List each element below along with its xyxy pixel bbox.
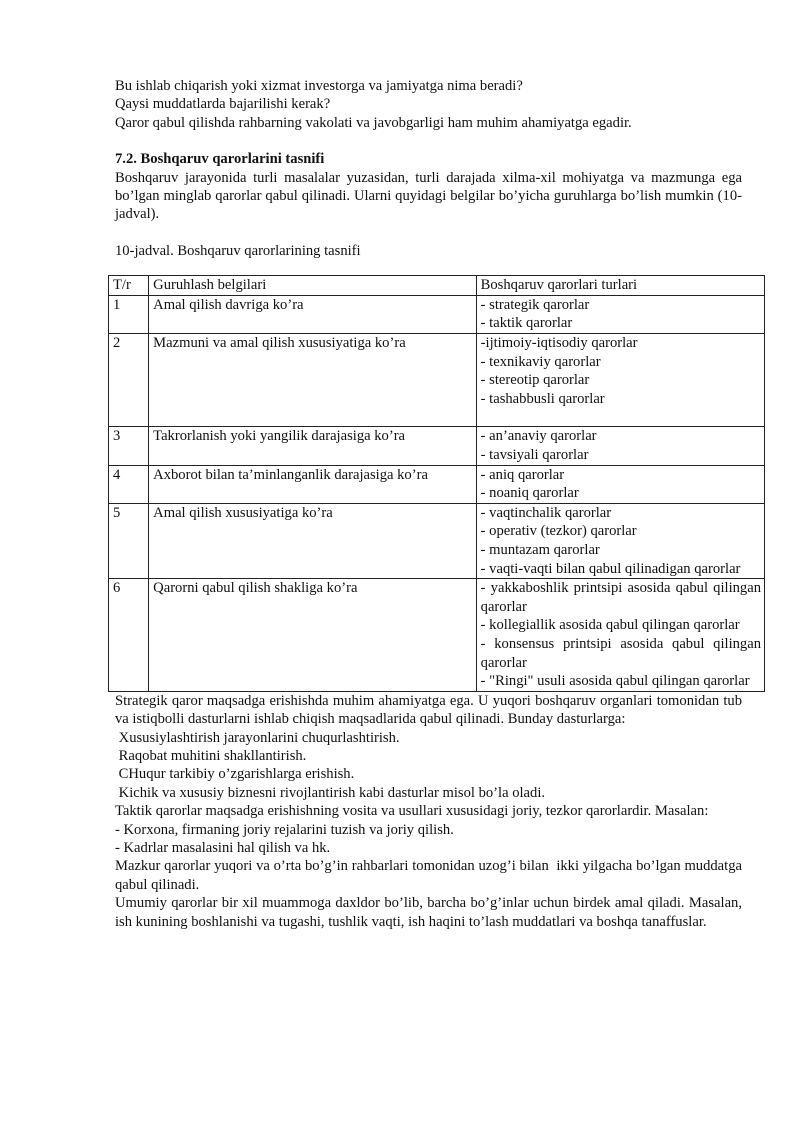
row-group: Axborot bilan ta’minlanganlik darajasiga ko’ra bbox=[149, 465, 476, 503]
table-row bbox=[109, 579, 765, 692]
type-item: - tashabbusli qarorlar bbox=[480, 390, 605, 407]
type-item: - muntazam qarorlar bbox=[480, 541, 600, 558]
row-number: 3 bbox=[109, 427, 149, 465]
row-number: 2 bbox=[109, 334, 149, 427]
table-row bbox=[109, 427, 765, 465]
row-group: Amal qilish davriga ko’ra bbox=[149, 295, 476, 333]
row-group: Qarorni qabul qilish shakliga ko’ra bbox=[149, 579, 476, 692]
row-types bbox=[476, 579, 764, 692]
type-item: - operativ (tezkor) qarorlar bbox=[480, 523, 637, 540]
program-item: Xususiylashtirish jarayonlarini chuqurlashtirish. bbox=[115, 729, 400, 746]
row-types bbox=[476, 295, 764, 333]
classification-table bbox=[108, 275, 765, 691]
type-item: -ijtimoiy-iqtisodiy qarorlar bbox=[480, 335, 638, 352]
type-item: - taktik qarorlar bbox=[480, 315, 573, 332]
tactic-paragraph: Taktik qarorlar maqsadga erishishning vosita va usullari xususidagi joriy, tezkor qarorlardir. Masalan: bbox=[115, 803, 709, 820]
table-row bbox=[109, 503, 765, 578]
type-item: - an’anaviy qarorlar bbox=[480, 428, 597, 445]
type-item: - vaqti-vaqti bilan qabul qilinadigan qarorlar bbox=[480, 560, 741, 577]
table-row bbox=[109, 334, 765, 427]
closing-paragraph-2: Umumiy qarorlar bir xil muammoga daxldor bo’lib, barcha bo’g’inlar uchun birdek amal qiladi. Masalan, ish kunining boshlanishi va tugashi, tushlik vaqti, ish haqini to’lash muddatlari va boshqa tanaffuslar. bbox=[115, 895, 742, 930]
row-number: 6 bbox=[109, 579, 149, 692]
document-page bbox=[113, 77, 761, 931]
header-types: Boshqaruv qarorlari turlari bbox=[476, 276, 764, 296]
program-item: CHuqur tarkibiy o’zgarishlarga erishish. bbox=[115, 766, 355, 783]
type-item: - strategik qarorlar bbox=[480, 296, 590, 313]
tactic-item: - Kadrlar masalasini hal qilish va hk. bbox=[115, 839, 331, 856]
type-item: - "Ringi" usuli asosida qabul qilingan qarorlar bbox=[480, 673, 750, 690]
row-number: 1 bbox=[109, 295, 149, 333]
row-number: 4 bbox=[109, 465, 149, 503]
row-group: Takrorlanish yoki yangilik darajasiga ko’ra bbox=[149, 427, 476, 465]
strategic-paragraph: Strategik qaror maqsadga erishishda muhim ahamiyatga ega. U yuqori boshqaruv organlari tomonidan tub va istiqbolli dasturlarni ishlab chiqish maqsadlarida qabul qilinadi. Bunday dasturlarga: bbox=[115, 692, 742, 728]
table-caption: 10-jadval. Boshqaruv qarorlarining tasnifi bbox=[115, 242, 361, 259]
intro-line-3: Qaror qabul qilishda rahbarning vakolati va javobgarligi ham muhim ahamiyatga egadir. bbox=[115, 114, 632, 131]
type-item: - aniq qarorlar bbox=[480, 466, 565, 483]
header-group: Guruhlash belgilari bbox=[149, 276, 476, 296]
table-row bbox=[109, 465, 765, 503]
table-header-row bbox=[109, 276, 765, 296]
type-item: - kollegiallik asosida qabul qilingan qarorlar bbox=[480, 617, 740, 634]
header-number: T/r bbox=[109, 276, 149, 296]
section-paragraph: Boshqaruv jarayonida turli masalalar yuzasidan, turli darajada xilma-xil mohiyatga va mazmunga ega bo’lgan minglab qarorlar qabul qilinadi. Ularni quyidagi belgilar bo’yicha guruhlarga bo’lish mumkin (10-jadval). bbox=[115, 169, 742, 223]
closing-paragraph-1: Mazkur qarorlar yuqori va o’rta bo’g’in rahbarlari tomonidan uzog’i bilan ikki yilgacha bo’lgan muddatga qabul qilinadi. bbox=[115, 858, 746, 893]
type-item: - vaqtinchalik qarorlar bbox=[480, 504, 612, 521]
intro-line-2: Qaysi muddatlarda bajarilishi kerak? bbox=[115, 96, 331, 113]
row-types bbox=[476, 503, 764, 578]
type-item: - tavsiyali qarorlar bbox=[480, 447, 589, 463]
tactic-item: - Korxona, firmaning joriy rejalarini tuzish va joriy qilish. bbox=[115, 821, 454, 838]
type-item: - noaniq qarorlar bbox=[480, 485, 579, 502]
type-item: - texnikaviy qarorlar bbox=[480, 353, 601, 370]
row-types bbox=[476, 465, 764, 503]
type-item: - yakkaboshlik printsipi asosida qabul qilingan qarorlar bbox=[480, 580, 761, 615]
table-row bbox=[109, 295, 765, 333]
row-types bbox=[476, 427, 764, 465]
program-item: Raqobat muhitini shakllantirish. bbox=[115, 747, 307, 764]
row-group: Mazmuni va amal qilish xususiyatiga ko’ra bbox=[149, 334, 476, 427]
row-group: Amal qilish xususiyatiga ko’ra bbox=[149, 503, 476, 578]
type-item: - konsensus printsipi asosida qabul qilingan qarorlar bbox=[480, 635, 761, 671]
type-item: - stereotip qarorlar bbox=[480, 372, 590, 389]
section-title: 7.2. Boshqaruv qarorlarini tasnifi bbox=[115, 151, 325, 168]
program-item: Kichik va xususiy biznesni rivojlantirish kabi dasturlar misol bo’la oladi. bbox=[115, 784, 546, 801]
row-types bbox=[476, 334, 764, 427]
intro-line-1: Bu ishlab chiqarish yoki xizmat investorga va jamiyatga nima beradi? bbox=[115, 78, 523, 94]
row-number: 5 bbox=[109, 503, 149, 578]
